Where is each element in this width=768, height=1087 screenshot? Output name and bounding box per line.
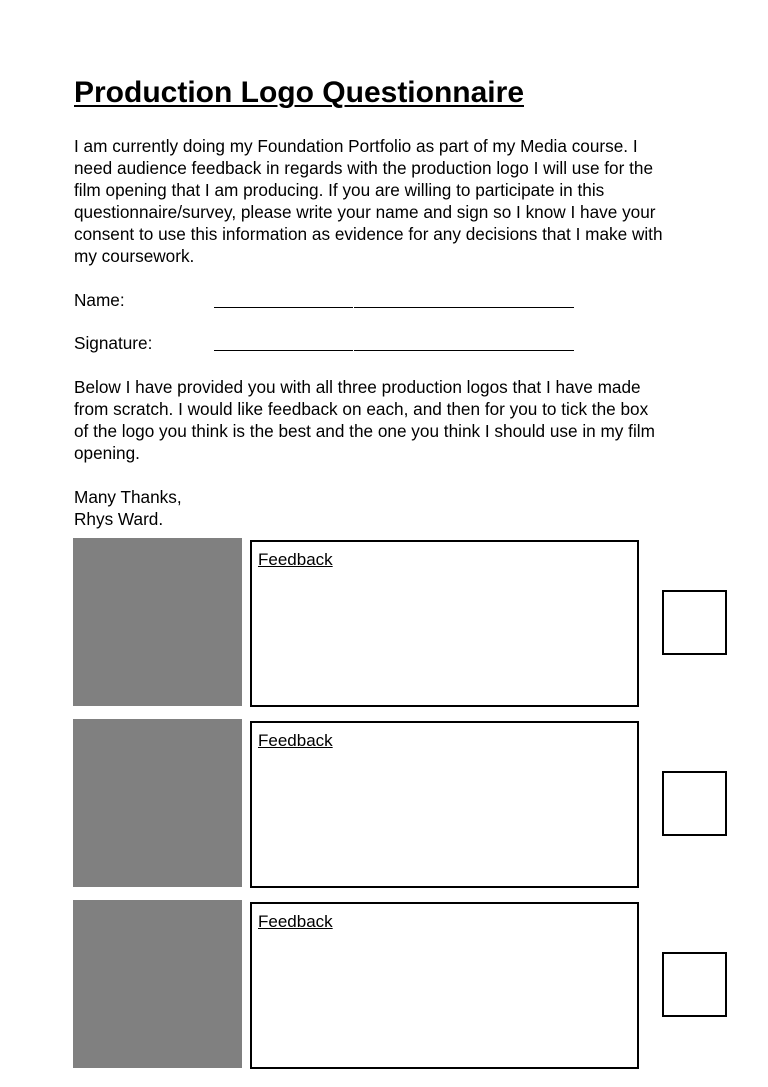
logo-2-feedback-box[interactable] — [250, 721, 639, 888]
signoff — [74, 486, 182, 530]
logo-3-feedback-box[interactable] — [250, 902, 639, 1069]
name-line[interactable] — [214, 307, 574, 308]
instruction-line: opening. — [74, 443, 140, 463]
logo-1-tick-box[interactable] — [662, 590, 727, 655]
feedback-label: Feedback — [258, 550, 333, 569]
intro-line: my coursework. — [74, 246, 195, 266]
logo-2-placeholder — [73, 719, 242, 887]
signature-line[interactable] — [214, 350, 574, 351]
instruction-line: from scratch. I would like feedback on each, and then for you to tick the box — [74, 399, 649, 419]
logo-1-feedback-box[interactable] — [250, 540, 639, 707]
intro-line: need audience feedback in regards with the production logo I will use for the — [74, 158, 654, 178]
page-title: Production Logo Questionnaire — [74, 76, 524, 109]
instruction-line: of the logo you think is the best and the one you think I should use in my film — [74, 421, 655, 441]
logo-3-placeholder — [73, 900, 242, 1068]
signoff-line: Rhys Ward. — [74, 509, 164, 529]
intro-line: consent to use this information as evidence for any decisions that I make with — [74, 224, 663, 244]
instruction-line: Below I have provided you with all three production logos that I have made — [74, 377, 641, 397]
signoff-line: Many Thanks, — [74, 487, 182, 507]
feedback-label: Feedback — [258, 731, 333, 750]
instructions-paragraph — [74, 376, 655, 464]
intro-line: I am currently doing my Foundation Portfolio as part of my Media course. I — [74, 136, 638, 156]
signature-label: Signature: — [74, 333, 153, 353]
intro-line: film opening that I am producing. If you are willing to participate in this — [74, 180, 605, 200]
logo-1-placeholder — [73, 538, 242, 706]
intro-line: questionnaire/survey, please write your name and sign so I know I have your — [74, 202, 656, 222]
feedback-label: Feedback — [258, 912, 333, 931]
intro-paragraph — [74, 135, 663, 267]
logo-2-tick-box[interactable] — [662, 771, 727, 836]
logo-3-tick-box[interactable] — [662, 952, 727, 1017]
name-label: Name: — [74, 290, 125, 310]
